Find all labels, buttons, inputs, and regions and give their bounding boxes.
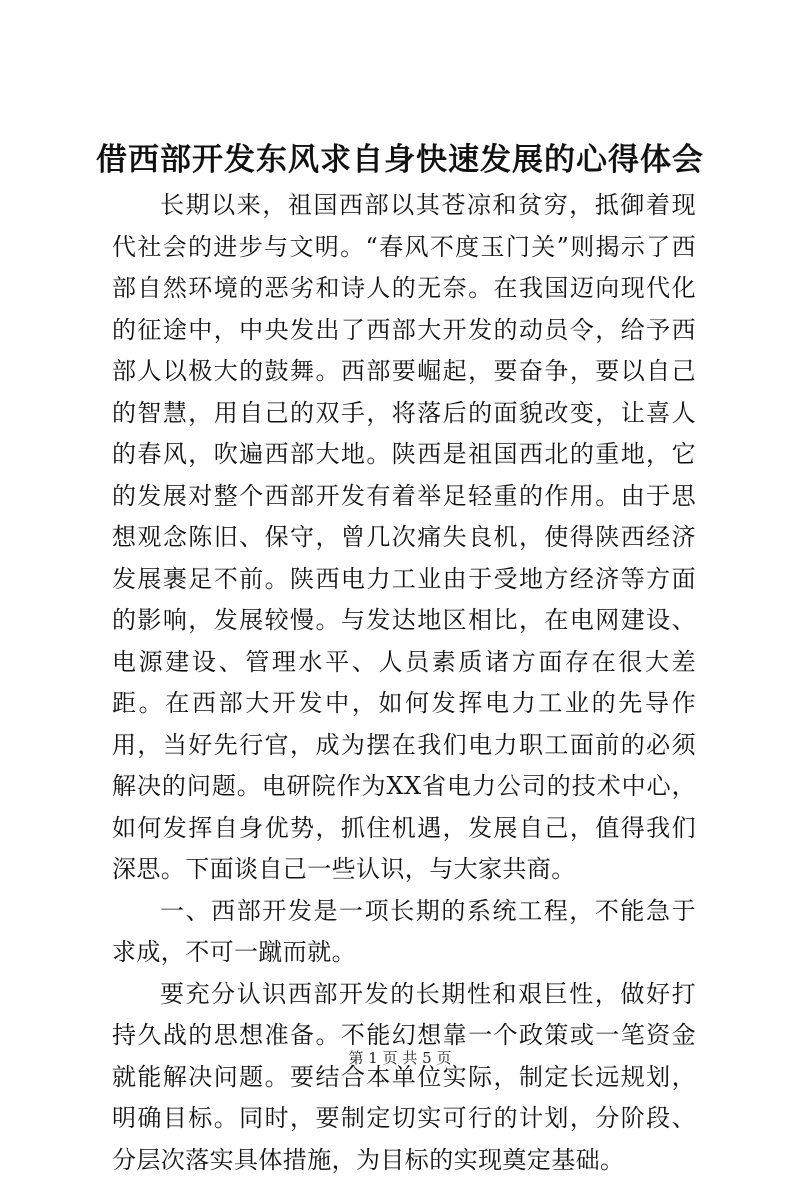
- page-footer: 第 1 页 共 5 页: [0, 1048, 800, 1068]
- paragraph-2: 一、西部开发是一项长期的系统工程，不能急于求成，不可一蹴而就。: [112, 891, 696, 974]
- document-title: 借西部开发东风求自身快速发展的心得体会: [0, 140, 800, 180]
- document-body: [112, 185, 696, 1181]
- paragraph-1: 长期以来，祖国西部以其苍凉和贫穷，抵御着现代社会的进步与文明。“春风不度玉门关”则揭示了西部自然环境的恶劣和诗人的无奈。在我国迈向现代化的征途中，中央发出了西部大开发的动员令，给予西部人以极大的鼓舞。西部要崛起，要奋争，要以自己的智慧，用自己的双手，将落后的面貌改变，让喜人的春风，吹遍西部大地。陕西是祖国西北的重地，它的发展对整个西部开发有着举足轻重的作用。由于思想观念陈旧、保守，曾几次痛失良机，使得陕西经济发展裹足不前。陕西电力工业由于受地方经济等方面的影响，发展较慢。与发达地区相比，在电网建设、电源建设、管理水平、人员素质诸方面存在很大差距。在西部大开发中，如何发挥电力工业的先导作用，当好先行官，成为摆在我们电力职工面前的必须解决的问题。电研院作为XX省电力公司的技术中心，如何发挥自身优势，抓住机遇，发展自己，值得我们深思。下面谈自己一些认识，与大家共商。: [112, 185, 696, 891]
- paragraph-3: 要充分认识西部开发的长期性和艰巨性，做好打持久战的思想准备。不能幻想靠一个政策或一笔资金就能解决问题。要结合本单位实际，制定长远规划，明确目标。同时，要制定切实可行的计划，分阶段、分层次落实具体措施，为目标的实现奠定基础。: [112, 974, 696, 1181]
